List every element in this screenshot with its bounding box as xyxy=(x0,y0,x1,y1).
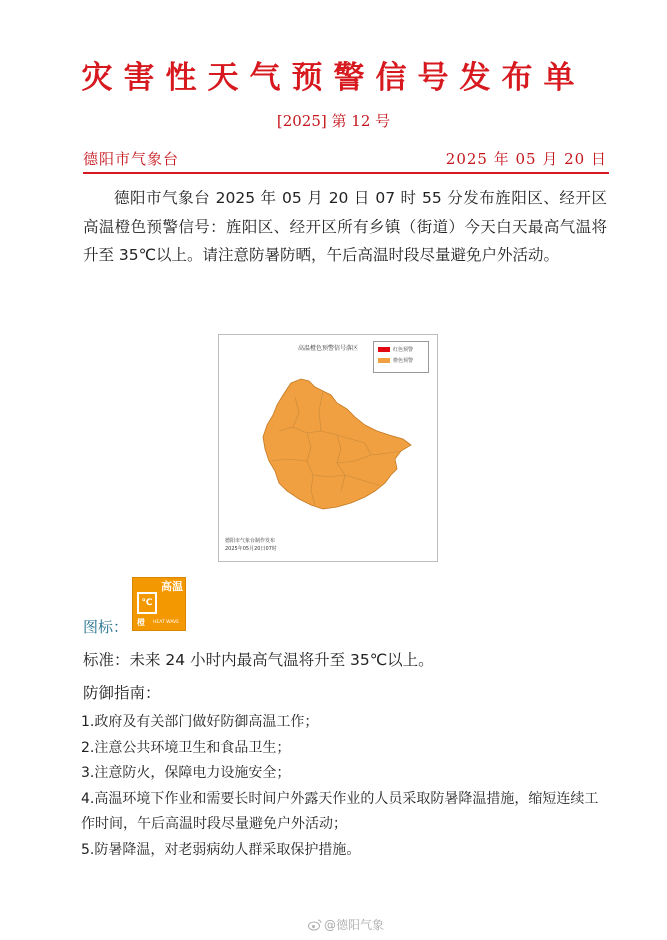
issuer-name: 德阳市气象台 xyxy=(83,150,180,168)
guide-item: 1.政府及有关部门做好防御高温工作； xyxy=(81,714,319,730)
map-credit xyxy=(225,537,277,553)
guide-list xyxy=(81,710,607,863)
warning-area-map xyxy=(218,334,438,562)
map-credit-line1: 德阳市气象台制作发布 xyxy=(225,538,276,544)
header-divider xyxy=(83,172,609,174)
thermometer-icon: ℃ xyxy=(137,592,157,614)
signal-icon-level: 橙 xyxy=(137,618,145,627)
guide-item: 5.防暑降温，对老弱病幼人群采取保护措施。 xyxy=(81,841,361,858)
signal-icon-text-gaowen: 高温 xyxy=(161,580,183,593)
issue-number: [2025] 第 12 号 xyxy=(276,112,391,130)
warning-body-text: 德阳市气象台 2025 年 05 月 20 日 07 时 55 分发布旌阳区、经开区高温橙色预警信号：旌阳区、经开区所有乡镇（街道）今天白天最高气温将升至 35℃以上。请注意防暑防晒，午后高温时段尽量避免户外活动。 xyxy=(83,189,607,264)
icon-label: 图标： xyxy=(83,618,129,636)
warning-standard: 标准：未来 24 小时内最高气温将升至 35℃以上。 xyxy=(83,651,434,669)
guide-heading: 防御指南： xyxy=(83,684,161,702)
watermark xyxy=(308,916,384,933)
guide-item: 4.高温环境下作业和需要长时间户外露天作业的人员采取防暑降温措施，缩短连续工作时间，午后高温时段尽量避免户外活动； xyxy=(81,790,599,832)
deyang-region-map-graphic xyxy=(219,335,439,563)
high-temperature-orange-signal-icon xyxy=(132,577,186,631)
warning-area-shape xyxy=(263,379,411,509)
guide-item: 3.注意防火，保障电力设施安全； xyxy=(81,765,291,781)
map-title: 高温橙色预警信号落区 xyxy=(297,345,358,352)
issue-date: 2025 年 05 月 20 日 xyxy=(445,150,607,168)
document-title: 灾害性天气预警信号发布单 xyxy=(81,60,586,96)
map-credit-line2: 2025年05月20日07时 xyxy=(225,546,277,552)
guide-item: 2.注意公共环境卫生和食品卫生； xyxy=(81,739,291,756)
legend-label-orange: 橙色预警 xyxy=(393,358,414,364)
signal-icon-english: HEAT WAVE xyxy=(153,620,180,625)
legend-label-red: 红色预警 xyxy=(393,347,414,353)
watermark-text: @德阳气象 xyxy=(324,918,385,932)
weibo-icon xyxy=(308,919,322,931)
